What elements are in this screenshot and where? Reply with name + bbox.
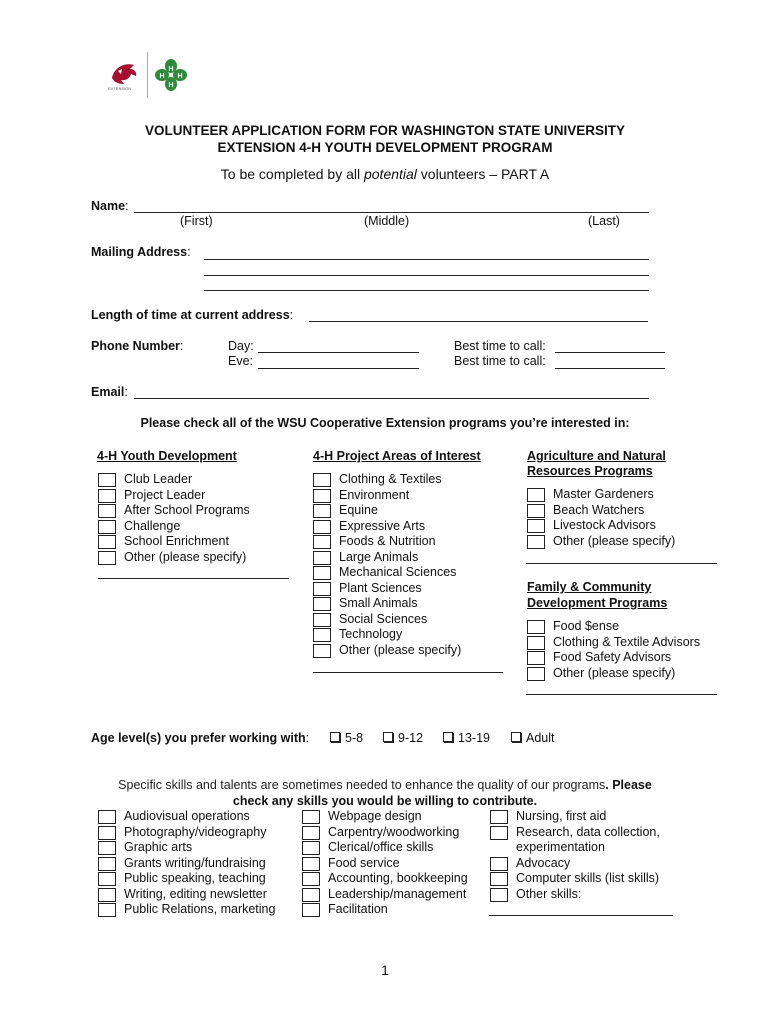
agri-item-checkbox[interactable]	[527, 488, 545, 502]
checkbox-icon	[443, 732, 453, 742]
project-item-label: Clothing & Textiles	[339, 472, 442, 486]
age-level-label: Age level(s) you prefer working with:	[91, 731, 310, 745]
youth-item-label: Challenge	[124, 518, 181, 533]
skill-checkbox[interactable]	[490, 872, 508, 886]
length-of-time-input[interactable]	[309, 321, 648, 322]
agri-item-label: Beach Watchers	[553, 502, 645, 517]
clover-icon	[153, 57, 189, 93]
project-item-label: Other (please specify)	[339, 642, 462, 657]
name-first-caption: (First)	[180, 214, 213, 228]
phone-day-input[interactable]	[258, 352, 419, 353]
skill-checkbox[interactable]	[98, 872, 116, 886]
agri-heading-line2: Resources Programs	[527, 464, 653, 478]
project-item-checkbox[interactable]	[313, 535, 331, 549]
skill-label: Photography/videography	[124, 824, 267, 839]
project-item-checkbox[interactable]	[313, 613, 331, 627]
skill-label: Research, data collection,	[516, 824, 660, 839]
skill-checkbox[interactable]	[490, 888, 508, 902]
youth-item-label: Other (please specify)	[124, 549, 247, 564]
logo-divider	[147, 52, 148, 98]
agri-other-input[interactable]	[526, 563, 717, 564]
family-item-label: Clothing & Textile Advisors	[553, 634, 701, 649]
phone-eve-label: Eve:	[228, 354, 254, 368]
skill-checkbox[interactable]	[98, 810, 116, 824]
project-item-checkbox[interactable]	[313, 551, 331, 565]
skill-label: Accounting, bookkeeping	[328, 871, 468, 885]
svg-text:H: H	[159, 73, 165, 80]
family-heading-line1: Family & Community	[527, 580, 652, 594]
agri-item-label: Other (please specify)	[553, 533, 676, 548]
skills-intro-line1: Specific skills and talents are sometimes needed to enhance the quality of our programs. Please	[118, 778, 652, 792]
mailing-address-input-3[interactable]	[204, 290, 649, 291]
skill-checkbox[interactable]	[302, 826, 320, 840]
family-item-checkbox[interactable]	[527, 620, 545, 634]
best-time-label-2: Best time to call:	[454, 354, 546, 368]
skill-checkbox[interactable]	[490, 826, 508, 840]
skill-label: Graphic arts	[124, 840, 193, 854]
project-item-checkbox[interactable]	[313, 644, 331, 658]
family-item-label: Food $ense	[553, 619, 620, 633]
project-item-checkbox[interactable]	[313, 520, 331, 534]
project-item-checkbox[interactable]	[313, 597, 331, 611]
programs-prompt: Please check all of the WSU Cooperative Extension programs you’re interested in:	[140, 416, 630, 430]
mailing-address-input-1[interactable]	[204, 259, 649, 260]
length-of-time-label: Length of time at current address:	[91, 308, 294, 322]
age-option-13-19[interactable]: 13-19	[443, 731, 490, 745]
skill-label: Writing, editing newsletter	[124, 886, 267, 901]
family-item-label: Food Safety Advisors	[553, 650, 672, 664]
skill-label: Webpage design	[328, 809, 422, 823]
age-option-adult[interactable]: Adult	[511, 731, 555, 745]
mailing-address-label: Mailing Address:	[91, 245, 191, 259]
skill-label: Carpentry/woodworking	[328, 824, 460, 839]
family-item-checkbox[interactable]	[527, 651, 545, 665]
agri-item-checkbox[interactable]	[527, 519, 545, 533]
skill-label: Advocacy	[516, 855, 571, 870]
best-time-input-1[interactable]	[555, 352, 665, 353]
skill-checkbox[interactable]	[302, 903, 320, 917]
skill-checkbox[interactable]	[98, 888, 116, 902]
skill-checkbox[interactable]	[490, 857, 508, 871]
svg-text:H: H	[177, 73, 183, 80]
skill-checkbox[interactable]	[98, 903, 116, 917]
form-title-line2: EXTENSION 4-H YOUTH DEVELOPMENT PROGRAM	[217, 140, 553, 155]
skill-label: Audiovisual operations	[124, 809, 250, 823]
project-areas-heading: 4-H Project Areas of Interest	[313, 449, 481, 463]
age-option-5-8[interactable]: 5-8	[330, 731, 363, 745]
name-input[interactable]	[134, 212, 649, 213]
youth-item-checkbox[interactable]	[98, 535, 116, 549]
best-time-label-1: Best time to call:	[454, 339, 546, 353]
skill-label: Clerical/office skills	[328, 840, 434, 854]
skill-label: Nursing, first aid	[516, 809, 607, 823]
skill-label: Food service	[328, 855, 400, 870]
youth-item-checkbox[interactable]	[98, 504, 116, 518]
phone-number-label: Phone Number:	[91, 339, 184, 353]
project-item-checkbox[interactable]	[313, 489, 331, 503]
project-item-label: Expressive Arts	[339, 518, 426, 533]
best-time-input-2[interactable]	[555, 368, 665, 369]
project-item-label: Equine	[339, 503, 378, 517]
skill-label: Computer skills (list skills)	[516, 871, 660, 885]
project-item-label: Social Sciences	[339, 611, 428, 626]
youth-development-heading: 4-H Youth Development	[97, 449, 237, 463]
phone-eve-input[interactable]	[258, 368, 419, 369]
skill-checkbox[interactable]	[490, 810, 508, 824]
skill-checkbox[interactable]	[98, 857, 116, 871]
skill-label: Public speaking, teaching	[124, 871, 266, 885]
youth-item-label: Project Leader	[124, 487, 206, 502]
skill-checkbox[interactable]	[302, 810, 320, 824]
skill-label: Other skills:	[516, 886, 582, 901]
family-heading-line2: Development Programs	[527, 596, 668, 610]
checkbox-icon	[330, 732, 340, 742]
youth-item-label: After School Programs	[124, 503, 250, 517]
family-item-label: Other (please specify)	[553, 665, 676, 680]
skill-checkbox[interactable]	[302, 872, 320, 886]
skill-label: Leadership/management	[328, 886, 467, 901]
skill-checkbox[interactable]	[98, 841, 116, 855]
skill-checkbox[interactable]	[302, 841, 320, 855]
project-item-label: Plant Sciences	[339, 580, 422, 595]
page-number: 1	[381, 962, 389, 978]
checkbox-icon	[511, 732, 521, 742]
skill-label: experimentation	[516, 840, 605, 854]
skill-label: Grants writing/fundraising	[124, 855, 266, 870]
family-item-checkbox[interactable]	[527, 667, 545, 681]
skill-checkbox[interactable]	[98, 826, 116, 840]
agri-heading-line1: Agriculture and Natural	[527, 449, 666, 463]
email-input[interactable]	[134, 398, 649, 399]
project-item-checkbox[interactable]	[313, 504, 331, 518]
wsu-extension-text: EXTENSION	[108, 86, 132, 91]
youth-other-input[interactable]	[98, 578, 289, 579]
agri-item-checkbox[interactable]	[527, 504, 545, 518]
project-item-checkbox[interactable]	[313, 582, 331, 596]
project-item-checkbox[interactable]	[313, 566, 331, 580]
svg-text:H: H	[168, 82, 174, 89]
other-skills-input[interactable]	[489, 915, 673, 916]
skill-label: Public Relations, marketing	[124, 902, 276, 916]
skill-checkbox[interactable]	[302, 857, 320, 871]
project-item-label: Mechanical Sciences	[339, 565, 457, 579]
skill-label: Facilitation	[328, 902, 388, 916]
email-label: Email:	[91, 385, 128, 399]
agri-item-label: Master Gardeners	[553, 487, 654, 501]
checkbox-icon	[383, 732, 393, 742]
youth-item-checkbox[interactable]	[98, 473, 116, 487]
project-item-checkbox[interactable]	[313, 473, 331, 487]
youth-item-checkbox[interactable]	[98, 551, 116, 565]
project-item-label: Technology	[339, 627, 403, 641]
project-other-input[interactable]	[313, 672, 503, 673]
skills-intro-line2: check any skills you would be willing to contribute.	[232, 794, 538, 808]
phone-day-label: Day:	[228, 339, 254, 353]
age-option-9-12[interactable]: 9-12	[383, 731, 423, 745]
4h-clover-logo	[153, 57, 189, 93]
project-item-label: Small Animals	[339, 596, 418, 610]
name-last-caption: (Last)	[588, 214, 620, 228]
agri-item-label: Livestock Advisors	[553, 518, 656, 532]
project-item-checkbox[interactable]	[313, 628, 331, 642]
name-middle-caption: (Middle)	[364, 214, 410, 228]
name-label: Name:	[91, 199, 129, 213]
wsu-logo	[104, 56, 148, 96]
form-title-line1: VOLUNTEER APPLICATION FORM FOR WASHINGTON STATE UNIVERSITY	[144, 123, 625, 138]
family-other-input[interactable]	[526, 694, 717, 695]
family-item-checkbox[interactable]	[527, 636, 545, 650]
youth-item-label: Club Leader	[124, 472, 193, 486]
svg-text:H: H	[168, 66, 174, 73]
agri-item-checkbox[interactable]	[527, 535, 545, 549]
mailing-address-input-2[interactable]	[204, 275, 649, 276]
skill-checkbox[interactable]	[302, 888, 320, 902]
youth-item-checkbox[interactable]	[98, 489, 116, 503]
project-item-label: Environment	[339, 487, 410, 502]
youth-item-checkbox[interactable]	[98, 520, 116, 534]
form-subtitle: To be completed by all potential volunteers – PART A	[220, 166, 550, 182]
project-item-label: Large Animals	[339, 549, 419, 564]
project-item-label: Foods & Nutrition	[339, 534, 436, 548]
youth-item-label: School Enrichment	[124, 534, 229, 548]
